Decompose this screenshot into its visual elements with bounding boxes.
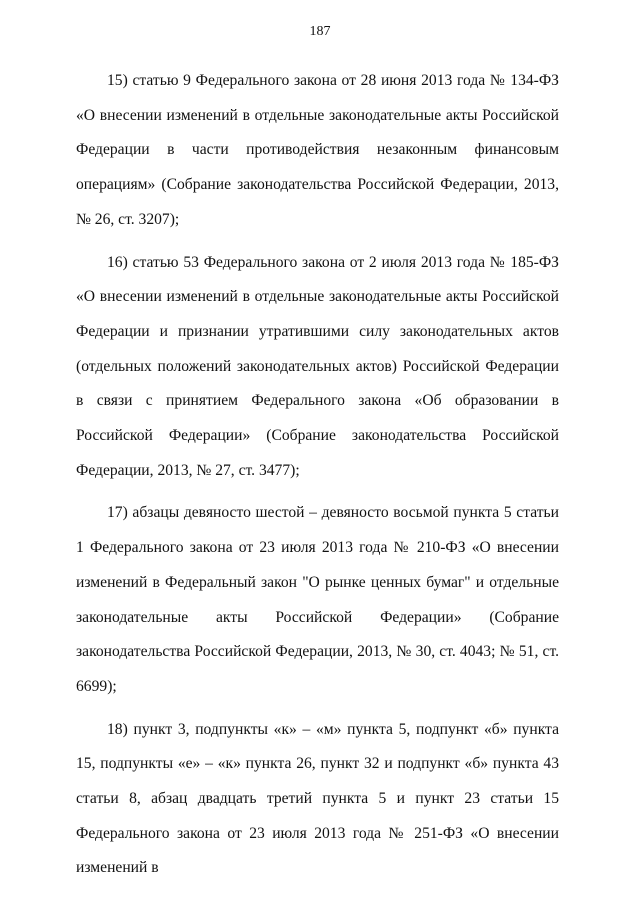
document-body <box>76 64 559 894</box>
page-number: 187 <box>309 24 331 39</box>
paragraph-15: 15) статью 9 Федерального закона от 28 июня 2013 года № 134-ФЗ «О внесении изменений в отдельные законодательные акты Российской Федерации в части противодействия незаконным финансовым операциям» (Собрание законодательства Российской Федерации, 2013, № 26, ст. 3207); <box>76 72 559 228</box>
paragraph-16: 16) статью 53 Федерального закона от 2 июля 2013 года № 185-ФЗ «О внесении изменений в отдельные законодательные акты Российской Федерации и признании утратившими силу законодательных актов (отдельных положений законодательных актов) Российской Федерации в связи с принятием Федерального закона «Об образовании в Российской Федерации» (Собрание законодательства Российской Федерации, 2013, № 27, ст. 3477); <box>76 253 559 479</box>
paragraph-17: 17) абзацы девяносто шестой – девяносто восьмой пункта 5 статьи 1 Федерального закона от 23 июля 2013 года № 210-ФЗ «О внесении изменений в Федеральный закон "О рынке ценных бумаг" и отдельные законодательные акты Российской Федерации» (Собрание законодательства Российской Федерации, 2013, № 30, ст. 4043; № 51, ст. 6699); <box>76 504 559 695</box>
paragraph-18: 18) пункт 3, подпункты «к» – «м» пункта 5, подпункт «б» пункта 15, подпункты «е» – «к» пункта 26, пункт 32 и подпункт «б» пункта 43 статьи 8, абзац двадцать третий пункта 5 и пункт 23 статьи 15 Федерального закона от 23 июля 2013 года № 251-ФЗ «О внесении изменений в <box>76 720 559 877</box>
